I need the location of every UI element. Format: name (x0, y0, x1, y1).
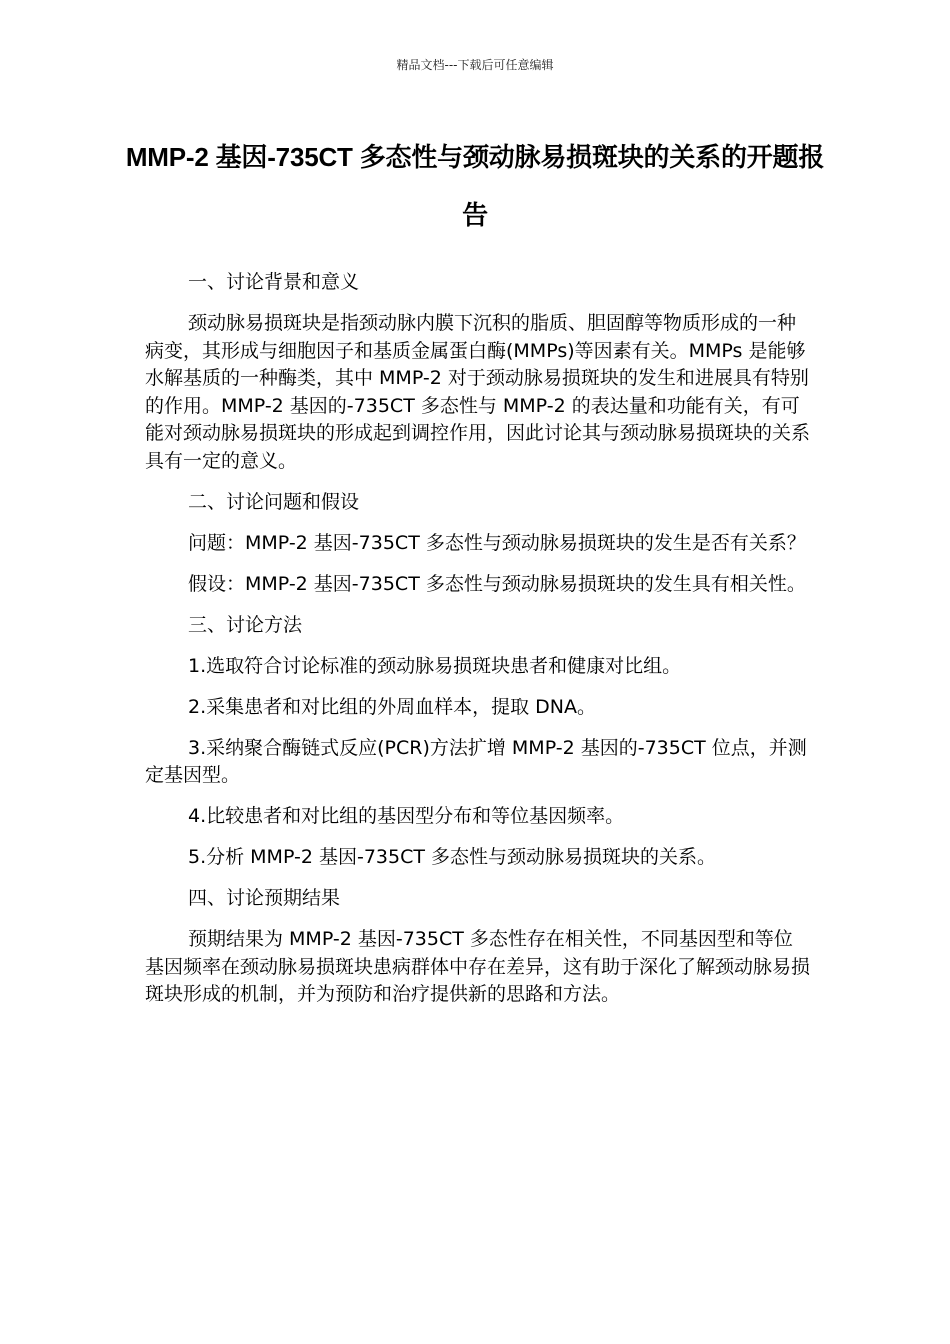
paragraph-expected-results: 预期结果为 MMP-2 基因-735CT 多态性存在相关性，不同基因型和等位基因频率在颈动脉易损斑块患病群体中存在差异，这有助于深化了解颈动脉易损斑块形成的机制，并为预防和治疗提供新的思路和方法。 (145, 928, 811, 1005)
page-header: 精品文档---下载后可任意编辑 (396, 58, 554, 72)
section-heading-expected-results: 四、讨论预期结果 (188, 887, 341, 909)
document-body (145, 269, 810, 1022)
paragraph-background: 颈动脉易损斑块是指颈动脉内膜下沉积的脂质、胆固醇等物质形成的一种病变，其形成与细胞因子和基质金属蛋白酶(MMPs)等因素有关。MMPs 是能够水解基质的一种酶类，其中 MMP-2 对于颈动脉易损斑块的发生和进展具有特别的作用。MMP-2 基因的-735CT 多态性与 MMP-2 的表达量和功能有关，有可能对颈动脉易损斑块的形成起到调控作用，因此讨论其与颈动脉易损斑块的关系具有一定的意义。 (145, 312, 811, 472)
method-step-5: 5.分析 MMP-2 基因-735CT 多态性与颈动脉易损斑块的关系。 (188, 846, 717, 868)
document-title: MMP-2 基因-735CT 多态性与颈动脉易损斑块的关系的开题报告 (125, 142, 825, 230)
method-step-3: 3.采纳聚合酶链式反应(PCR)方法扩增 MMP-2 基因的-735CT 位点，并测定基因型。 (145, 736, 807, 786)
section-heading-background: 一、讨论背景和意义 (188, 271, 360, 293)
method-step-1: 1.选取符合讨论标准的颈动脉易损斑块患者和健康对比组。 (188, 654, 682, 677)
paragraph-hypothesis: 假设：MMP-2 基因-735CT 多态性与颈动脉易损斑块的发生具有相关性。 (188, 572, 806, 595)
method-step-2: 2.采集患者和对比组的外周血样本，提取 DNA。 (188, 695, 597, 718)
section-heading-questions: 二、讨论问题和假设 (188, 490, 360, 513)
method-step-4: 4.比较患者和对比组的基因型分布和等位基因频率。 (188, 805, 625, 827)
section-heading-methods: 三、讨论方法 (188, 613, 303, 636)
paragraph-question: 问题：MMP-2 基因-735CT 多态性与颈动脉易损斑块的发生是否有关系？ (188, 531, 806, 554)
